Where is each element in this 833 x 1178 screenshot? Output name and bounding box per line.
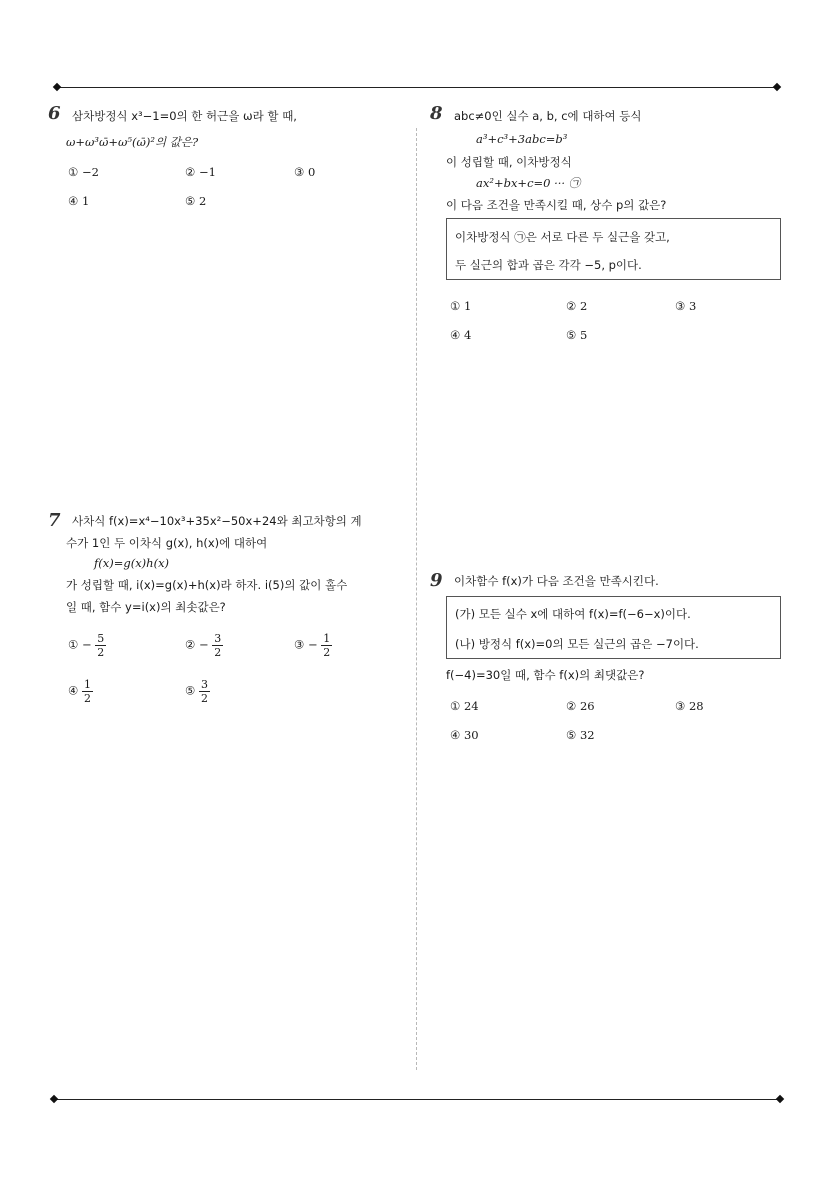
top-rule-left-diamond <box>53 83 61 91</box>
numerator: 3 <box>214 632 222 645</box>
condition-text: 두 실근의 합과 곱은 각각 −5, p이다. <box>455 258 642 272</box>
question-text: 일 때, 함수 y=i(x)의 최솟값은? <box>66 600 226 614</box>
question-text: 가 성립할 때, i(x)=g(x)+h(x)라 하자. i(5)의 값이 홀수 <box>66 578 348 592</box>
question-text: 사차식 f(x)=x⁴−10x³+35x²−50x+24와 최고차항의 계 <box>72 514 362 528</box>
option-circle: ④ <box>68 683 79 698</box>
option-4[interactable]: ④ 1 <box>68 194 90 208</box>
option-fraction <box>212 632 223 659</box>
option-circle: ⑤ <box>185 683 196 698</box>
option-fraction <box>321 632 332 659</box>
option-3[interactable]: ③ 3 <box>675 299 697 313</box>
option-3[interactable]: ③ 28 <box>675 699 704 713</box>
option-1[interactable]: ① 1 <box>450 299 472 313</box>
denominator: 2 <box>200 692 208 705</box>
question-text: 삼차방정식 x³−1=0의 한 허근을 ω라 할 때, <box>72 109 297 123</box>
denominator: 2 <box>323 646 331 659</box>
question-expression: a³+c³+3abc=b³ <box>476 132 568 146</box>
question-number: 6 <box>48 103 61 124</box>
denominator: 2 <box>97 646 105 659</box>
question-text: 이 성립할 때, 이차방정식 <box>446 155 572 169</box>
question-text: abc≠0인 실수 a, b, c에 대하여 등식 <box>454 109 642 123</box>
question-number: 7 <box>48 510 61 531</box>
option-sign: − <box>198 637 209 652</box>
question-number: 8 <box>430 103 443 124</box>
question-expression: ax²+bx+c=0 ··· ㉠ <box>476 176 581 190</box>
numerator: 1 <box>83 678 91 691</box>
option-5[interactable]: ⑤ 2 <box>185 194 207 208</box>
bottom-rule-right-diamond <box>776 1095 784 1103</box>
condition-text: 이차방정식 ㉠은 서로 다른 두 실근을 갖고, <box>455 230 670 244</box>
question-text: 이차함수 f(x)가 다음 조건을 만족시킨다. <box>454 574 659 588</box>
question-text: 수가 1인 두 이차식 g(x), h(x)에 대하여 <box>66 536 268 550</box>
option-1[interactable]: ① −2 <box>68 165 99 179</box>
option-fraction <box>199 678 210 705</box>
option-4[interactable]: ④ 4 <box>450 328 472 342</box>
option-sign: − <box>81 637 92 652</box>
numerator: 1 <box>323 632 331 645</box>
option-5[interactable] <box>185 678 210 705</box>
option-circle: ② <box>185 637 196 652</box>
option-sign: − <box>307 637 318 652</box>
option-4[interactable] <box>68 678 93 705</box>
numerator: 3 <box>200 678 208 691</box>
denominator: 2 <box>83 692 91 705</box>
option-fraction <box>82 678 93 705</box>
top-rule-right-diamond <box>773 83 781 91</box>
column-divider <box>416 128 417 1070</box>
option-3[interactable]: ③ 0 <box>294 165 316 179</box>
option-2[interactable]: ② 2 <box>566 299 588 313</box>
condition-text: (가) 모든 실수 x에 대하여 f(x)=f(−6−x)이다. <box>455 607 691 621</box>
option-3[interactable] <box>294 632 332 659</box>
bottom-rule-left-diamond <box>50 1095 58 1103</box>
option-2[interactable] <box>185 632 223 659</box>
option-2[interactable]: ② −1 <box>185 165 216 179</box>
option-2[interactable]: ② 26 <box>566 699 595 713</box>
option-circle: ① <box>68 637 79 652</box>
bottom-rule <box>54 1099 780 1100</box>
condition-text: (나) 방정식 f(x)=0의 모든 실근의 곱은 −7이다. <box>455 637 699 651</box>
numerator: 5 <box>97 632 105 645</box>
option-4[interactable]: ④ 30 <box>450 728 479 742</box>
option-circle: ③ <box>294 637 305 652</box>
question-text: 이 다음 조건을 만족시킬 때, 상수 p의 값은? <box>446 198 667 212</box>
option-fraction <box>95 632 106 659</box>
question-number: 9 <box>430 570 443 591</box>
option-5[interactable]: ⑤ 5 <box>566 328 588 342</box>
question-expression: ω+ω³ω̄+ω⁵(ω̄)²의 값은? <box>66 135 199 149</box>
denominator: 2 <box>214 646 222 659</box>
option-1[interactable]: ① 24 <box>450 699 479 713</box>
question-text: f(−4)=30일 때, 함수 f(x)의 최댓값은? <box>446 668 645 682</box>
option-1[interactable] <box>68 632 106 659</box>
option-5[interactable]: ⑤ 32 <box>566 728 595 742</box>
top-rule <box>57 87 777 88</box>
question-expression: f(x)=g(x)h(x) <box>94 556 170 570</box>
